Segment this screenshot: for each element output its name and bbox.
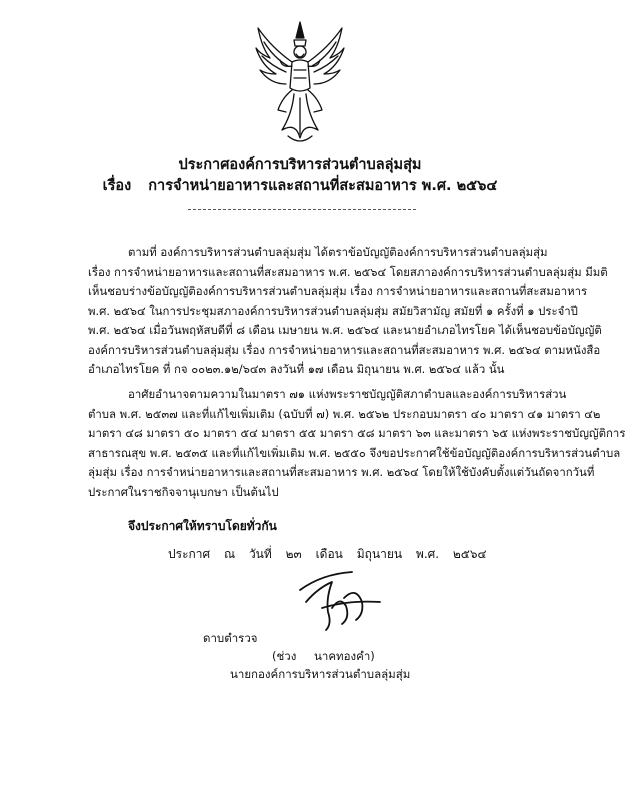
- year-label: พ.ศ.: [415, 547, 440, 561]
- announcement-line: จึงประกาศให้ทราบโดยทั่วกัน: [128, 519, 277, 533]
- paragraph-line: อาศัยอำนาจตามความในมาตรา ๗๑ แห่งพระราชบัญญัติสภาตำบลและองค์การบริหารส่วน: [128, 387, 567, 401]
- signer-name: [272, 648, 389, 666]
- day-label: วันที่: [248, 547, 272, 561]
- date-line: [168, 545, 497, 564]
- signer-last-name: นาคทองคำ): [314, 649, 375, 663]
- subject-text: การจำหน่ายอาหารและสถานที่สะสมอาหาร พ.ศ. ๒๕๖๔: [148, 178, 498, 194]
- paragraph-line: เห็นชอบร่างข้อบัญญัติองค์การบริหารส่วนตำบลลุ่มสุ่ม เรื่อง การจำหน่ายอาหารและสถานที่สะสมอาหาร: [88, 284, 588, 298]
- title-divider: [188, 209, 416, 210]
- paragraph-1: [88, 243, 608, 380]
- signer-first-name: (ช่วง: [272, 649, 297, 663]
- date-at: ณ: [223, 547, 236, 561]
- paragraph-line: ลุ่มสุ่ม เรื่อง การจำหน่ายอาหารและสถานที่สะสมอาหาร พ.ศ. ๒๕๖๔ โดยให้ใช้บังคับตั้งแต่วันถัดจากวันที่: [88, 465, 595, 479]
- paragraph-line: เรื่อง การจำหน่ายอาหารและสถานที่สะสมอาหาร พ.ศ. ๒๕๖๔ โดยสภาองค์การบริหารส่วนตำบลลุ่มสุ่ม มีมติ: [88, 264, 608, 279]
- document-subject-line: [0, 176, 600, 196]
- year-value: ๒๕๖๔: [452, 547, 487, 561]
- signer-position: นายกองค์การบริหารส่วนตำบลลุ่มสุ่ม: [230, 667, 411, 681]
- paragraph-line: ประกาศในราชกิจจานุเบกษา เป็นต้นไป: [88, 484, 279, 499]
- date-prefix: ประกาศ: [168, 547, 211, 561]
- month-value: มิถุนายน: [356, 547, 403, 561]
- paragraph-2: [88, 385, 625, 502]
- subject-label: เรื่อง: [102, 178, 132, 194]
- month-label: เดือน: [315, 547, 343, 561]
- paragraph-line: ตามที่ องค์การบริหารส่วนตำบลลุ่มสุ่ม ได้ตราข้อบัญญัติองค์การบริหารส่วนตำบลลุ่มสุ่ม: [128, 245, 548, 259]
- handwritten-signature-icon: [292, 568, 386, 634]
- day-value: ๒๓: [285, 547, 302, 561]
- document-title: ประกาศองค์การบริหารส่วนตำบลลุ่มสุ่ม: [178, 157, 422, 173]
- paragraph-line: พ.ศ. ๒๕๖๔ เมื่อวันพฤหัสบดีที่ ๘ เดือน เมษายน พ.ศ. ๒๕๖๔ และนายอำเภอไทรโยค ได้เห็นชอบข้อบัญญัติ: [88, 323, 602, 337]
- signer-rank: ดาบตำรวจ: [203, 631, 258, 645]
- garuda-emblem-icon: [252, 18, 348, 150]
- paragraph-line: องค์การบริหารส่วนตำบลลุ่มสุ่ม เรื่อง การจำหน่ายอาหารและสถานที่สะสมอาหาร พ.ศ. ๒๕๖๔ ตามหนังสือ: [88, 342, 601, 357]
- paragraph-line: มาตรา ๔๘ มาตรา ๕๐ มาตรา ๕๔ มาตรา ๕๕ มาตรา ๕๘ มาตรา ๖๓ และมาตรา ๖๕ แห่งพระราชบัญญัติการ: [88, 426, 625, 440]
- paragraph-line: พ.ศ. ๒๕๖๔ ในการประชุมสภาองค์การบริหารส่วนตำบลลุ่มสุ่ม สมัยวิสามัญ สมัยที่ ๑ ครั้งที่ ๑ ประจำปี: [88, 303, 578, 318]
- paragraph-line: อำเภอไทรโยค ที่ กจ ๐๐๒๓.๑๒/๖๔๓ ลงวันที่ ๑๗ เดือน มิถุนายน พ.ศ. ๒๕๖๔ แล้ว นั้น: [88, 362, 505, 376]
- paragraph-line: สาธารณสุข พ.ศ. ๒๕๓๕ และที่แก้ไขเพิ่มเติม พ.ศ. ๒๕๕๐ จึงขอประกาศใช้ข้อบัญญัติองค์การบริหารส่วนตำบล: [88, 445, 621, 460]
- paragraph-line: ตำบล พ.ศ. ๒๕๓๗ และที่แก้ไขเพิ่มเติม (ฉบับที่ ๗) พ.ศ. ๒๕๖๒ ประกอบมาตรา ๔๐ มาตรา ๔๑ มาตรา ๔๒: [88, 406, 601, 421]
